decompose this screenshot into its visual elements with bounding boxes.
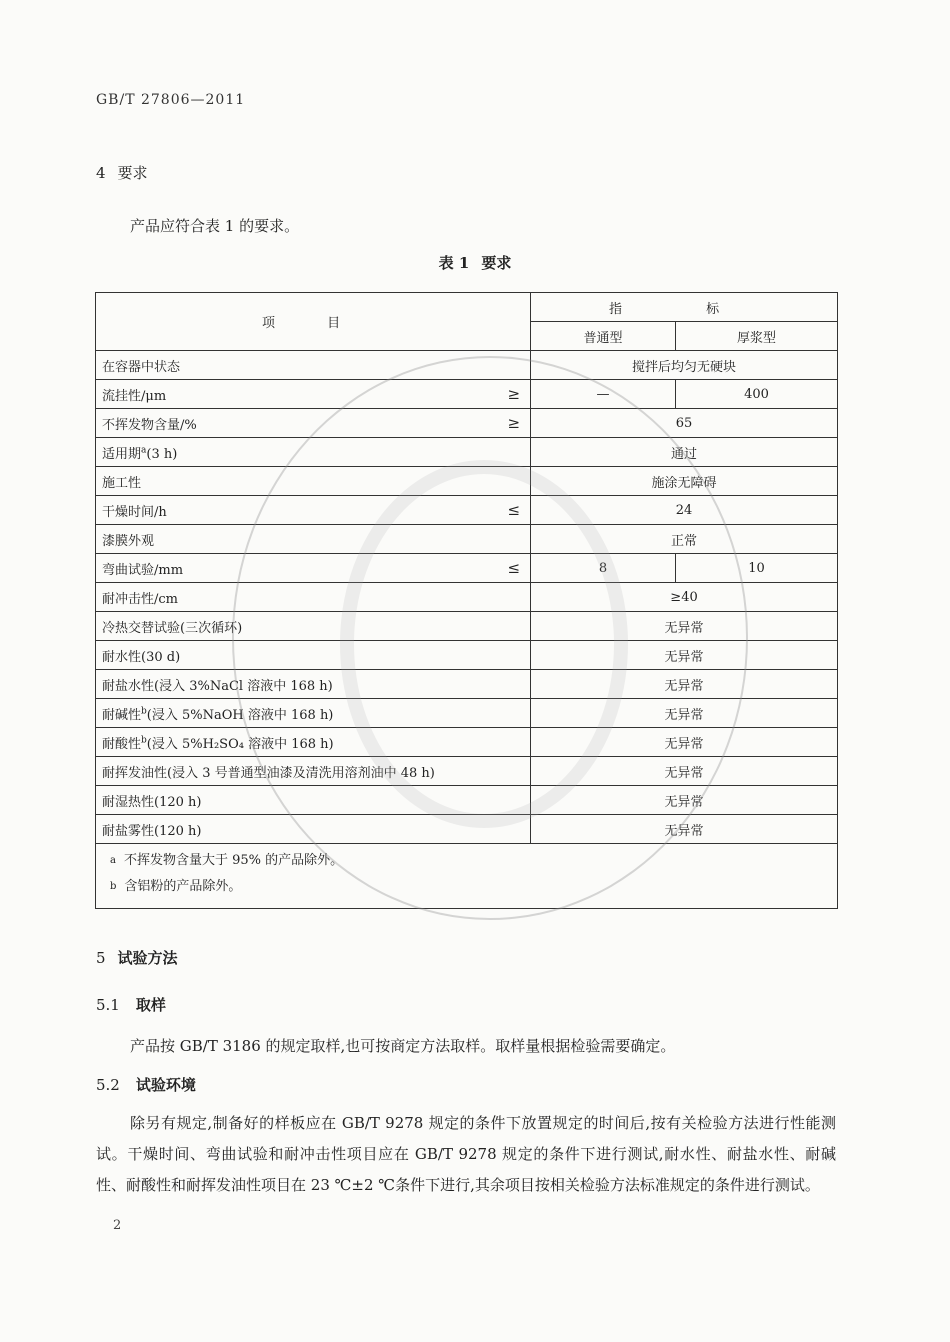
- row-value: 无异常: [531, 786, 838, 815]
- footnote-mark: b: [110, 881, 117, 892]
- row-operator: [491, 641, 531, 670]
- section-4-heading: [96, 162, 148, 183]
- row-item-name: [96, 757, 491, 786]
- subsection-title: 试验环境: [135, 1076, 196, 1094]
- row-item-label: 不挥发物含量/%: [102, 417, 197, 433]
- table-row: [96, 612, 838, 641]
- subsection-title: 取样: [135, 996, 166, 1014]
- row-item-name: [96, 728, 491, 757]
- row-item-name: [96, 815, 491, 844]
- row-item-label: 干燥时间/h: [102, 504, 167, 520]
- row-item-label: 弯曲试验/mm: [102, 562, 184, 578]
- table-row: [96, 525, 838, 554]
- column-header-indicator: 指 标: [531, 293, 838, 322]
- row-item-label: 耐酸性: [102, 736, 142, 752]
- row-operator: ≥: [491, 380, 531, 409]
- row-item-name: [96, 612, 491, 641]
- row-item-name: [96, 641, 491, 670]
- row-item-name: [96, 351, 491, 380]
- table-caption: [0, 252, 950, 273]
- table-row: [96, 409, 838, 438]
- row-item-name: [96, 496, 491, 525]
- subsection-number: 5.1: [96, 996, 120, 1014]
- section-title: 试验方法: [117, 949, 178, 967]
- footnote-text: 含铝粉的产品除外。: [124, 879, 242, 894]
- row-item-label: 冷热交替试验(三次循环): [102, 620, 243, 636]
- column-header-item: 项 目: [96, 293, 531, 351]
- row-item-label: 在容器中状态: [102, 359, 181, 375]
- row-operator: [491, 612, 531, 641]
- row-value: 无异常: [531, 612, 838, 641]
- table-row: [96, 815, 838, 844]
- row-operator: [491, 815, 531, 844]
- row-item-label: 漆膜外观: [102, 533, 155, 549]
- requirements-table: [95, 292, 838, 909]
- table-row: [96, 467, 838, 496]
- table-row: [96, 438, 838, 467]
- table-row: [96, 583, 838, 612]
- table-note: [110, 848, 823, 874]
- row-item-label: 耐碱性: [102, 707, 142, 723]
- table-notes: [96, 844, 838, 909]
- table-notes-row: [96, 844, 838, 909]
- column-header-normal: 普通型: [531, 322, 676, 351]
- subsection-5-2-text: 除另有规定,制备好的样板应在 GB/T 9278 规定的条件下放置规定的时间后,按有关检验方法进行性能测试。干燥时间、弯曲试验和耐冲击性项目应在 GB/T 9278 规定的条件下进行测试,耐水性、耐盐水性、耐碱性、耐酸性和耐挥发油性项目在 23 ℃±2 ℃条件下进行,其余项目按相关检验方法标准规定的条件进行测试。: [96, 1114, 836, 1194]
- row-operator: [491, 786, 531, 815]
- row-value: 无异常: [531, 670, 838, 699]
- footnote-ref: a: [141, 445, 147, 456]
- table-row: [96, 670, 838, 699]
- row-value: 通过: [531, 438, 838, 467]
- row-item-label: 施工性: [102, 475, 142, 491]
- table-row: [96, 728, 838, 757]
- row-value: 正常: [531, 525, 838, 554]
- row-operator: ≤: [491, 496, 531, 525]
- row-operator: [491, 670, 531, 699]
- section-5-heading: [96, 947, 178, 968]
- row-item-name: [96, 380, 491, 409]
- table-title: 要求: [481, 254, 512, 272]
- table-row: [96, 380, 838, 409]
- row-item-label: 耐盐雾性(120 h): [102, 823, 202, 839]
- section-title: 要求: [117, 164, 148, 182]
- row-operator: [491, 438, 531, 467]
- row-item-name: [96, 699, 491, 728]
- row-item-label: 适用期: [102, 446, 142, 462]
- row-operator: ≥: [491, 409, 531, 438]
- page-number: 2: [113, 1218, 122, 1233]
- row-item-name: [96, 583, 491, 612]
- row-operator: [491, 583, 531, 612]
- row-value: 无异常: [531, 757, 838, 786]
- row-item-name: [96, 525, 491, 554]
- row-operator: [491, 728, 531, 757]
- table-row: [96, 757, 838, 786]
- row-operator: [491, 757, 531, 786]
- row-value: 无异常: [531, 815, 838, 844]
- row-item-name: [96, 670, 491, 699]
- row-value-thick: 400: [676, 380, 838, 409]
- row-operator: [491, 467, 531, 496]
- row-item-label: 耐水性(30 d): [102, 649, 181, 665]
- row-item-label: 耐冲击性/cm: [102, 591, 178, 607]
- subsection-5-2-heading: [96, 1074, 196, 1095]
- row-item-name: [96, 786, 491, 815]
- subsection-number: 5.2: [96, 1076, 120, 1094]
- row-item-label: 耐湿热性(120 h): [102, 794, 202, 810]
- row-item-condition: (浸入 5%H₂SO₄ 溶液中 168 h): [146, 736, 334, 752]
- row-value: 搅拌后均匀无硬块: [531, 351, 838, 380]
- row-value: 无异常: [531, 728, 838, 757]
- table-row: [96, 699, 838, 728]
- table-label: 表 1: [438, 254, 470, 272]
- section-4-intro: 产品应符合表 1 的要求。: [130, 217, 300, 235]
- standard-number: GB/T 27806—2011: [96, 92, 246, 108]
- footnote-mark: a: [110, 855, 116, 866]
- row-item-name: [96, 467, 491, 496]
- row-value-normal: 8: [531, 554, 676, 583]
- footnote-ref: b: [141, 706, 147, 717]
- subsection-5-1-text: 产品按 GB/T 3186 的规定取样,也可按商定方法取样。取样量根据检验需要确定。: [130, 1037, 676, 1055]
- row-value: 65: [531, 409, 838, 438]
- row-item-label: 耐盐水性(浸入 3%NaCl 溶液中 168 h): [102, 678, 333, 694]
- row-item-condition: (浸入 5%NaOH 溶液中 168 h): [146, 707, 334, 723]
- row-item-label: 耐挥发油性(浸入 3 号普通型油漆及清洗用溶剂油中 48 h): [102, 765, 435, 781]
- row-operator: [491, 351, 531, 380]
- table-row: [96, 786, 838, 815]
- row-value-thick: 10: [676, 554, 838, 583]
- section-number: 4: [96, 164, 106, 182]
- row-item-name: [96, 554, 491, 583]
- row-operator: [491, 525, 531, 554]
- table-note: [110, 874, 823, 900]
- table-row: [96, 554, 838, 583]
- table-row: [96, 351, 838, 380]
- footnote-ref: b: [141, 735, 147, 746]
- footnote-text: 不挥发物含量大于 95% 的产品除外。: [123, 853, 344, 868]
- row-item-label: 流挂性/μm: [102, 388, 167, 404]
- row-item-name: [96, 409, 491, 438]
- section-number: 5: [96, 949, 106, 967]
- row-value: 无异常: [531, 641, 838, 670]
- subsection-5-1-heading: [96, 994, 166, 1015]
- row-value: 24: [531, 496, 838, 525]
- table-row: [96, 641, 838, 670]
- row-item-name: [96, 438, 491, 467]
- row-value-normal: —: [531, 380, 676, 409]
- row-value: ≥40: [531, 583, 838, 612]
- column-header-thick: 厚浆型: [676, 322, 838, 351]
- row-operator: ≤: [491, 554, 531, 583]
- row-value: 无异常: [531, 699, 838, 728]
- table-row: [96, 496, 838, 525]
- row-value: 施涂无障碍: [531, 467, 838, 496]
- row-item-condition: (3 h): [146, 446, 178, 462]
- row-operator: [491, 699, 531, 728]
